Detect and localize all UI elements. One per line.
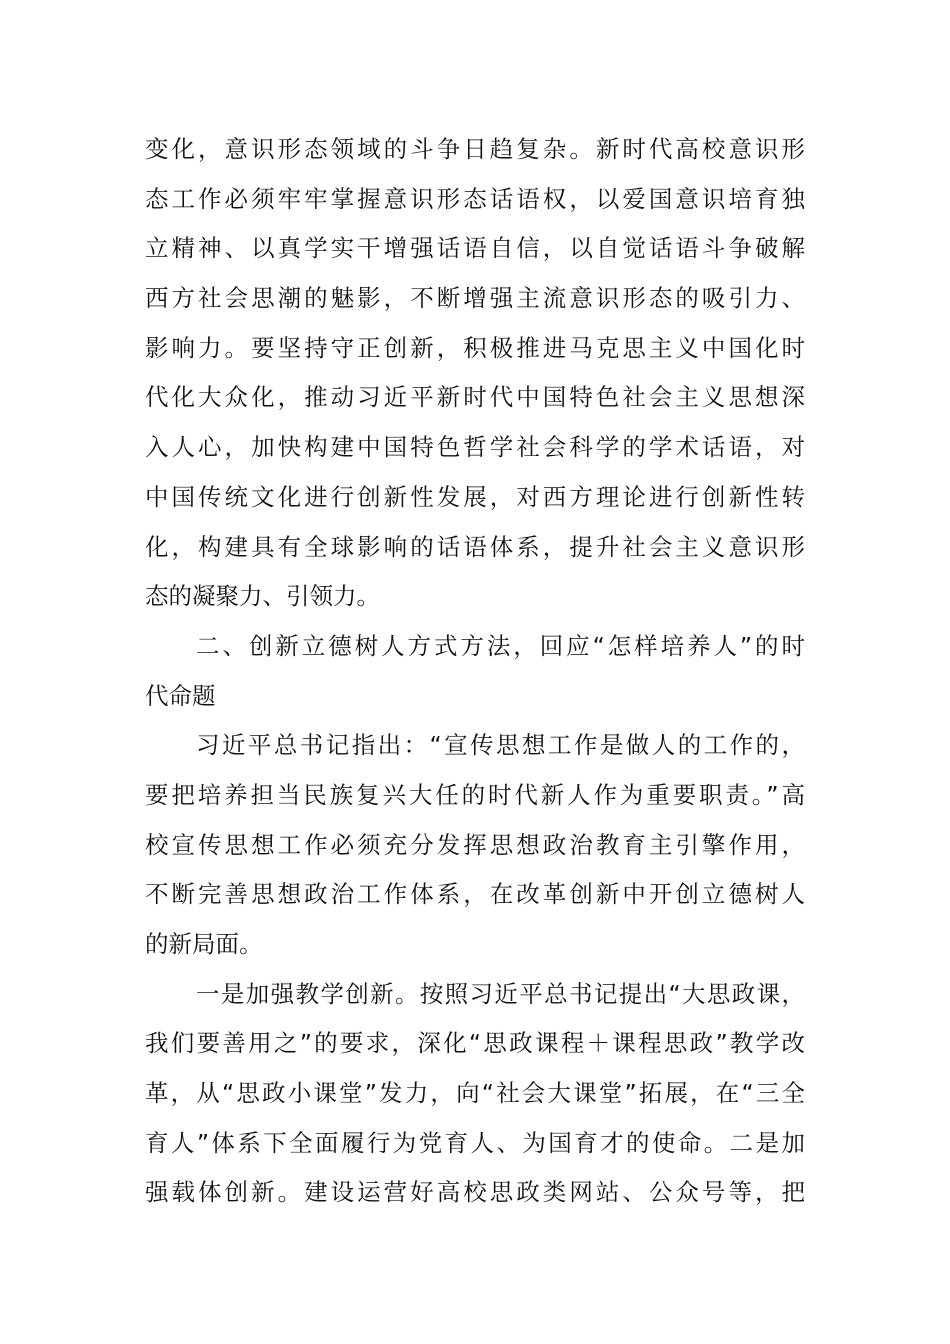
text-line: 中国传统文化进行创新性发展，对西方理论进行创新性转 xyxy=(145,482,805,511)
text-line: 革，从“思政小课堂”发力，向“社会大课堂”拓展，在“三全 xyxy=(145,1079,805,1108)
paragraph-continued xyxy=(145,125,805,622)
text-line: 立精神、以真学实干增强话语自信，以自觉话语斗争破解 xyxy=(145,234,805,263)
text-line: 态工作必须牢牢掌握意识形态话语权，以爱国意识培育独 xyxy=(145,184,805,213)
text-line: 强载体创新。建设运营好高校思政类网站、公众号等，把 xyxy=(145,1178,805,1207)
text-line: 校宣传思想工作必须充分发挥思想政治教育主引擎作用， xyxy=(145,830,805,859)
text-line: 代化大众化，推动习近平新时代中国特色社会主义思想深 xyxy=(145,383,805,412)
heading-line: 代命题 xyxy=(145,681,216,710)
text-line: 态的凝聚力、引领力。 xyxy=(145,582,380,611)
text-line: 入人心，加快构建中国特色哲学社会科学的学术话语，对 xyxy=(145,433,805,462)
text-line: 的新局面。 xyxy=(145,930,263,958)
paragraph xyxy=(145,721,805,969)
text-line: 不断完善思想政治工作体系，在改革创新中开创立德树人 xyxy=(145,880,805,909)
text-line: 育人”体系下全面履行为党育人、为国育才的使命。二是加 xyxy=(145,1128,805,1157)
section-heading xyxy=(145,622,805,721)
text-line: 化，构建具有全球影响的话语体系，提升社会主义意识形 xyxy=(145,532,805,561)
text-line: 习近平总书记指出：“宣传思想工作是做人的工作的， xyxy=(196,731,805,760)
text-line: 西方社会思潮的魅影，不断增强主流意识形态的吸引力、 xyxy=(145,284,805,313)
text-line: 变化，意识形态领域的斗争日趋复杂。新时代高校意识形 xyxy=(145,135,805,163)
text-line: 一是加强教学创新。按照习近平总书记提出“大思政课， xyxy=(196,979,805,1008)
heading-line: 二、创新立德树人方式方法，回应“怎样培养人”的时 xyxy=(196,631,805,660)
body-text xyxy=(145,125,805,1218)
paragraph xyxy=(145,970,805,1218)
text-line: 要把培养担当民族复兴大任的时代新人作为重要职责。”高 xyxy=(145,780,805,809)
text-line: 影响力。要坚持守正创新，积极推进马克思主义中国化时 xyxy=(145,333,805,362)
text-line: 我们要善用之”的要求，深化“思政课程＋课程思政”教学改 xyxy=(145,1029,805,1058)
